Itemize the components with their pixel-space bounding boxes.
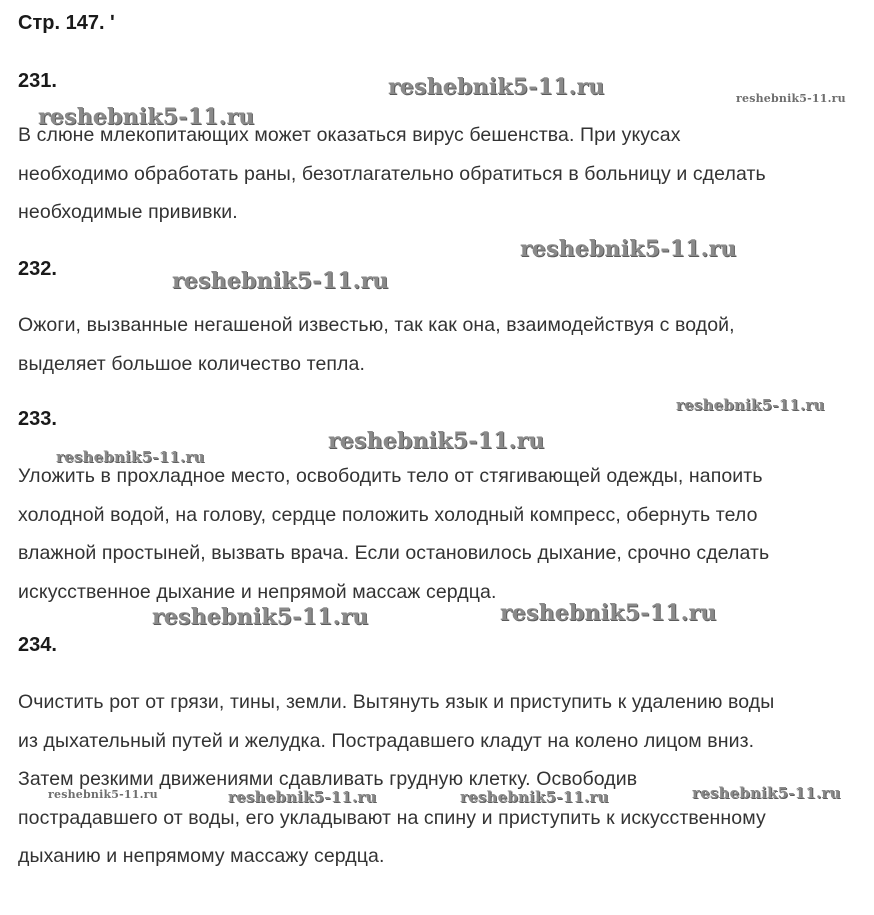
text-line: Очистить рот от грязи, тины, земли. Вытянуть язык и приступить к удалению воды — [18, 691, 775, 713]
watermark: reshebnik5-11.ru — [56, 448, 205, 466]
text-line: необходимые прививки. — [18, 201, 238, 223]
text-line: выделяет большое количество тепла. — [18, 352, 365, 375]
text-line: дыханию и непрямому массажу сердца. — [18, 845, 385, 867]
watermark: reshebnik5-11.ru — [328, 428, 545, 454]
watermark: reshebnik5-11.ru — [38, 104, 255, 130]
watermark: reshebnik5-11.ru — [152, 604, 369, 630]
task-number-234: 234. — [18, 634, 57, 656]
watermark: reshebnik5-11.ru — [500, 600, 717, 626]
watermark: reshebnik5-11.ru — [692, 784, 841, 802]
task-text-234 — [18, 683, 868, 876]
task-text-233 — [18, 457, 868, 611]
watermark: reshebnik5-11.ru — [520, 236, 737, 262]
text-line: влажной простыней, вызвать врача. Если остановилось дыхание, срочно сделать — [18, 542, 770, 564]
watermark: reshebnik5-11.ru — [172, 268, 389, 294]
text-line: из дыхательный путей и желудка. Пострадавшего кладут на колено лицом вниз. — [18, 729, 755, 752]
watermark: reshebnik5-11.ru — [48, 788, 158, 801]
watermark: reshebnik5-11.ru — [460, 788, 609, 806]
task-text-231 — [18, 116, 868, 232]
watermark: reshebnik5-11.ru — [228, 788, 377, 806]
task-text-232 — [18, 306, 868, 383]
text-line: холодной водой, на голову, сердце положить холодный компресс, обернуть тело — [18, 503, 758, 526]
task-number-232: 232. — [18, 258, 57, 280]
text-line: В слюне млекопитающих может оказаться вирус бешенства. При укусах — [18, 124, 681, 146]
text-line: Затем резкими движениями сдавливать грудную клетку. Освободив — [18, 768, 638, 790]
text-line: пострадавшего от воды, его укладывают на спину и приступить к искусственному — [18, 806, 766, 829]
page-header: Стр. 147. ʹ — [18, 12, 115, 34]
watermark: reshebnik5-11.ru — [736, 92, 846, 105]
text-line: Ожоги, вызванные негашеной известью, так как она, взаимодействуя с водой, — [18, 314, 735, 336]
text-line: необходимо обработать раны, безотлагательно обратиться в больницу и сделать — [18, 162, 766, 185]
text-line: искусственное дыхание и непрямой массаж сердца. — [18, 580, 497, 603]
text-line: Уложить в прохладное место, освободить тело от стягивающей одежды, напоить — [18, 465, 763, 487]
watermark: reshebnik5-11.ru — [388, 74, 605, 100]
task-number-233: 233. — [18, 408, 57, 430]
task-number-231: 231. — [18, 70, 57, 92]
watermark: reshebnik5-11.ru — [676, 396, 825, 414]
